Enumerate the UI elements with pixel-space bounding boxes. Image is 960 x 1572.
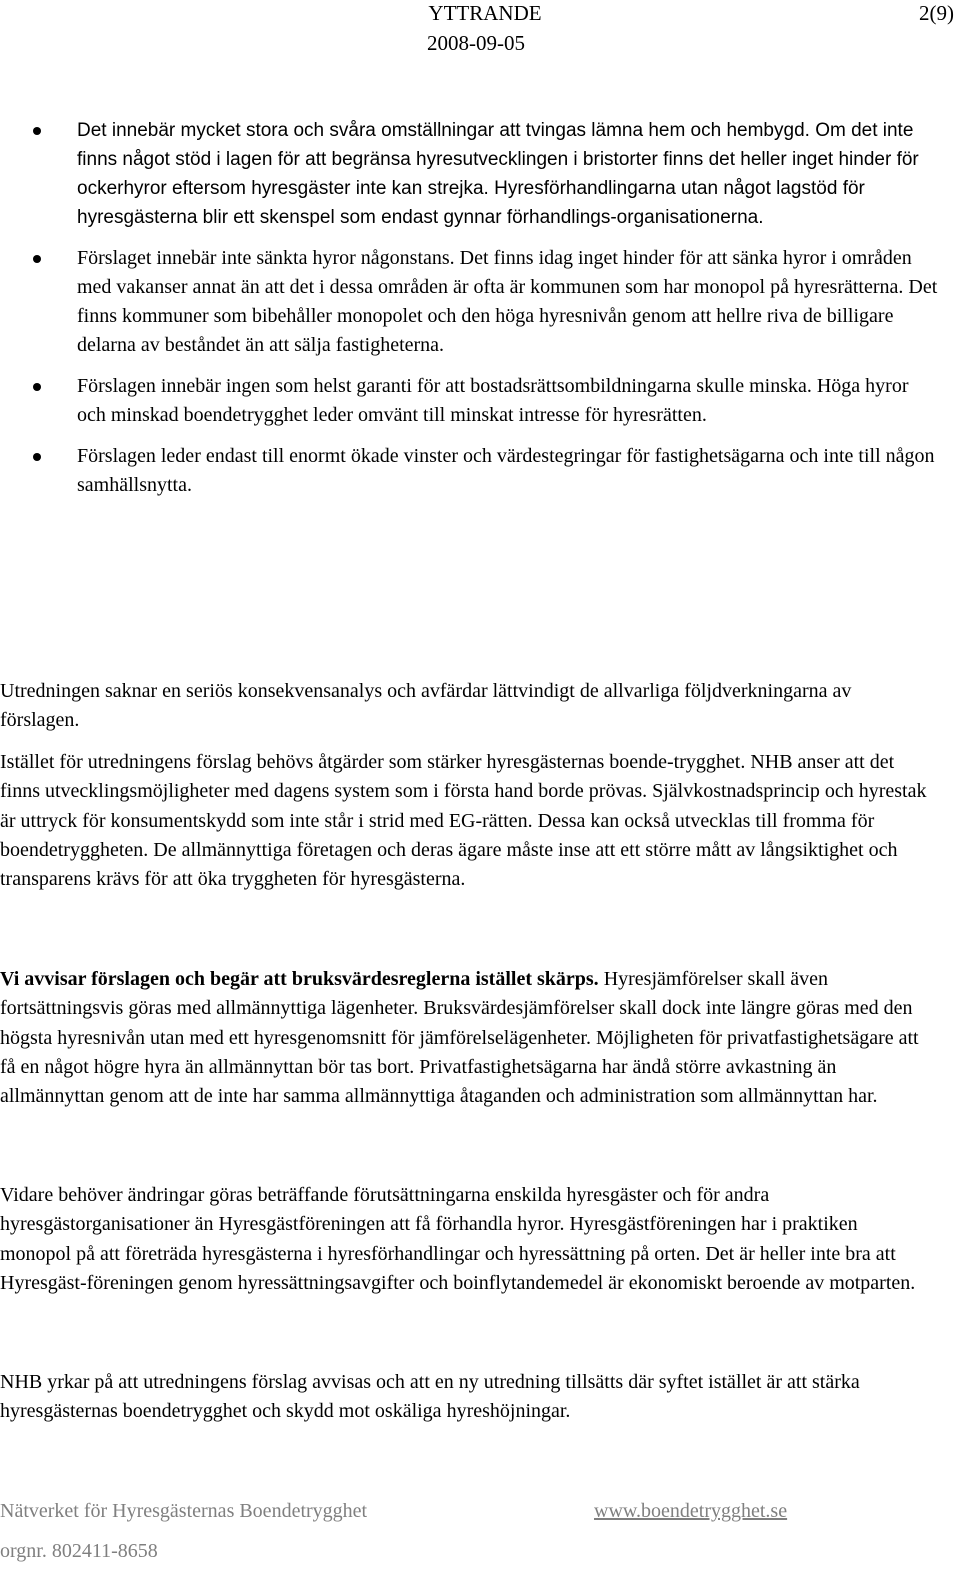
paragraph: Istället för utredningens förslag behövs åtgärder som stärker hyresgästernas boende-trygghet. NHB anser att det finns utvecklingsmöjligheter med dagens system som i första hand borde prövas. Självkostnadsprincip och hyrestak är uttryck för konsumentskydd som inte står i strid med EG-rätten. Dessa kan också utvecklas till fromma för boendetryggheten. De allmännyttiga företagen och deras ägare måste inse att ett större mått av långsiktighet och transparens krävs för att öka tryggheten för hyresgästerna. <box>0 751 927 891</box>
bullet-icon <box>33 453 41 461</box>
footer-organization: Nätverket för Hyresgästernas Boendetrygghet <box>0 1500 368 1522</box>
bullet-icon <box>33 255 41 263</box>
page-number: 2(9) <box>919 1 954 25</box>
document-date: 2008-09-05 <box>427 31 525 55</box>
bullet-item <box>0 442 940 500</box>
bullet-text: Det innebär mycket stora och svåra omställningar att tvingas lämna hem och hembygd. Om det inte finns något stöd i lagen för att begränsa hyresutvecklingen i bristorter finns det heller inget hinder för ockerhyror eftersom hyresgäster inte kan strejka. <box>77 120 919 199</box>
paragraph: NHB yrkar på att utredningens förslag avvisas och att en ny utredning tillsätts där syftet istället är att stärka hyresgästernas boendetrygghet och skydd mot oskäliga hyreshöjningar. <box>0 1371 860 1423</box>
bullet-icon <box>33 383 41 391</box>
footer-website-link[interactable]: www.boendetrygghet.se <box>594 1500 788 1522</box>
footer-org-number: orgnr. 802411-8658 <box>0 1540 158 1562</box>
paragraph: Utredningen saknar en seriös konsekvensanalys och avfärdar lättvindigt de allvarliga följdverkningarna av förslagen. <box>0 680 852 732</box>
bullet-item <box>0 116 940 232</box>
paragraph-text: Hyresjämförelser skall även fortsättningsvis göras med allmännyttiga lägenheter. Bruksvärdesjämförelser skall dock inte längre göras med den högsta hyresnivån utan med ett hyresgenomsnitt för jämförelselägenheter. Möjligheten för privatfastighetsägare att få en något högre hyra än allmännyttan bör tas bort. Privatfastighetsägarna har ändå större avkastning än allmännyttan genom att de inte har samma allmännyttiga åtaganden och administration som allmännyttan har. <box>0 968 919 1108</box>
paragraph <box>0 965 930 1111</box>
document-type: YTTRANDE <box>428 1 542 25</box>
bullet-list <box>0 116 940 500</box>
bullet-text: Förslagen leder endast till enormt ökade vinster och värdestegringar för fastighetsägarna och inte till någon samhällsnytta. <box>77 445 935 496</box>
bullet-text: Förslaget innebär inte sänkta hyror någonstans. Det finns idag inget hinder för att sänka hyror i områden med vakanser annat än att det i dessa områden är ofta är kommunen som har monopol på hyresrätterna. Det finns kommuner som bibehåller monopolet och den höga hyresnivån genom att hellre riva de billigare delarna av beståndet än att sälja fastigheterna. <box>77 247 938 356</box>
bullet-item <box>0 372 940 430</box>
bullet-item <box>0 244 940 360</box>
bullet-text: Hyresförhandlingarna utan något lagstöd för hyresgästerna blir ett skenspel som endast gynnar förhandlings-organisationerna. <box>77 178 865 228</box>
bullet-icon <box>33 127 41 135</box>
paragraph: Vidare behöver ändringar göras beträffande förutsättningarna enskilda hyresgäster och för andra hyresgästorganisationer än Hyresgästföreningen att få förhandla hyror. Hyresgästföreningen har i praktiken monopol på att företräda hyresgästerna i hyresförhandlingar och hyressättning på orten. Det är heller inte bra att Hyresgäst-föreningen genom hyressättningsavgifter och boinflytandemedel är ekonomiskt beroende av motparten. <box>0 1184 916 1294</box>
bullet-text: Förslagen innebär ingen som helst garanti för att bostadsrättsombildningarna skulle minska. Höga hyror och minskad boendetrygghet leder omvänt till minskat intresse för hyresrätten. <box>77 375 909 426</box>
paragraph-bold-lead: Vi avvisar förslagen och begär att bruksvärdesreglerna istället skärps. <box>0 968 599 990</box>
